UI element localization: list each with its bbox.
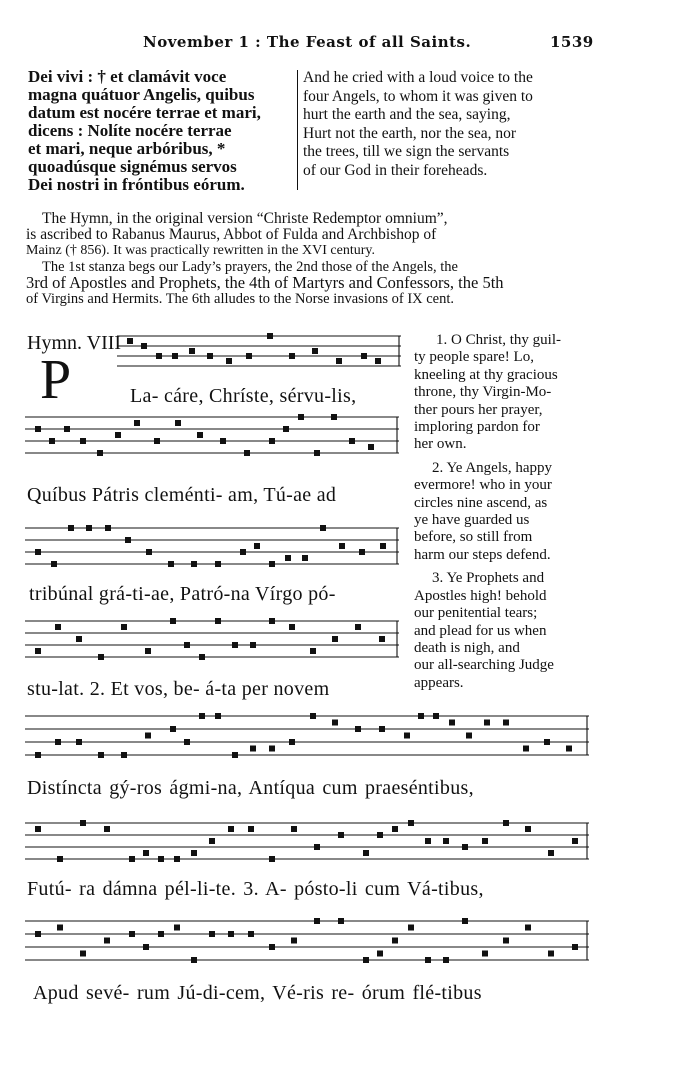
intro-line: is ascribed to Rabanus Maurus, Abbot of Fulda and Archbishop of xyxy=(26,226,437,243)
translation-line: ty people spare! Lo, xyxy=(414,349,534,366)
column-divider xyxy=(297,70,298,190)
latin-line: quoadúsque signémus servos xyxy=(28,157,237,176)
english-line: And he cried with a loud voice to the xyxy=(303,69,533,86)
chant-staff xyxy=(117,330,407,370)
hymn-lyric-line: stu-lat. 2. Et vos, be- á-ta per novem xyxy=(27,678,330,700)
translation-line: evermore! who in your xyxy=(414,477,552,494)
drop-initial: P xyxy=(40,349,72,411)
latin-line: magna quátuor Angelis, quibus xyxy=(28,85,255,104)
chant-staff xyxy=(25,815,595,870)
translation-line: ye have guarded us xyxy=(414,512,530,529)
chant-staff xyxy=(25,708,595,768)
chant-staff xyxy=(25,522,405,572)
translation-line: Apostles high! behold xyxy=(414,587,547,604)
translation-line: throne, thy Virgin-Mo- xyxy=(414,384,552,401)
hymn-label: Hymn. VIII xyxy=(27,332,122,354)
hymn-lyric-line: La- cáre, Chríste, sérvu-lis, xyxy=(130,385,357,407)
intro-line: 3rd of Apostles and Prophets, the 4th of Martyrs and Confessors, the 5th xyxy=(26,273,504,292)
intro-line: The 1st stanza begs our Lady’s prayers, the 2nd those of the Angels, the xyxy=(42,259,458,275)
translation-line: our penitential tears; xyxy=(414,605,538,622)
chant-staff xyxy=(25,613,405,673)
latin-line: Dei vivi : † et clamávit voce xyxy=(28,67,227,86)
hymn-translation xyxy=(414,332,590,692)
hymn-lyric-line: Futú- ra dámna pél-li-te. 3. A- pósto-li cum Vá-tibus, xyxy=(27,878,484,900)
latin-line: datum est nocére terrae et mari, xyxy=(28,103,261,122)
translation-line: circles nine ascend, as xyxy=(414,494,548,511)
english-line: Hurt not the earth, nor the sea, nor xyxy=(303,124,517,142)
translation-line: death is nigh, and xyxy=(414,639,520,656)
hymn-lyric-line: tribúnal grá-ti-ae, Patró-na Vírgo pó- xyxy=(29,583,336,605)
running-title: November 1 : The Feast of all Saints. xyxy=(143,33,472,51)
intro-line: The Hymn, in the original version “Christe Redemptor omnium”, xyxy=(42,210,448,227)
translation-line: 1. O Christ, thy guil- xyxy=(436,332,562,348)
page-number: 1539 xyxy=(550,33,594,51)
translation-line: 2. Ye Angels, happy xyxy=(432,459,553,476)
translation-line: her own. xyxy=(414,436,467,453)
hymn-lyric-line: Distíncta gý-ros ágmi-na, Antíqua cum praeséntibus, xyxy=(27,777,474,799)
translation-line: before, so still from xyxy=(414,529,533,546)
hymn-lyric-line: Quíbus Pátris cleménti- am, Tú-ae ad xyxy=(27,484,337,506)
translation-line: appears. xyxy=(414,674,464,691)
hymn-intro xyxy=(26,211,596,307)
translation-line: 3. Ye Prophets and xyxy=(432,570,545,587)
latin-text xyxy=(28,68,294,194)
intro-line: of Virgins and Hermits. The 6th alludes to the Norse invasions of IX cent. xyxy=(26,291,455,307)
english-line: four Angels, to whom it was given to xyxy=(303,87,533,105)
latin-line: Dei nostri in fróntibus eórum. xyxy=(28,175,245,194)
english-line: hurt the earth and the sea, saying, xyxy=(303,106,511,123)
chant-staff xyxy=(25,409,405,469)
translation-line: kneeling at thy gracious xyxy=(414,366,558,383)
translation-line: harm our steps defend. xyxy=(414,546,551,563)
latin-line: et mari, neque arbóribus, * xyxy=(28,139,226,158)
english-line: of our God in their foreheads. xyxy=(303,161,488,179)
english-line: the trees, till we sign the servants xyxy=(303,143,510,160)
chant-staff xyxy=(25,913,595,973)
intro-line: Mainz († 856). It was practically rewritten in the XVI century. xyxy=(26,243,375,258)
latin-line: dicens : Nolíte nocére terrae xyxy=(28,121,232,140)
english-text xyxy=(303,69,593,180)
translation-line: our all-searching Judge xyxy=(414,657,554,674)
translation-line: and plead for us when xyxy=(414,622,547,639)
translation-line: ther pours her prayer, xyxy=(414,401,543,418)
translation-line: imploring pardon for xyxy=(414,419,540,436)
hymn-lyric-line: Apud sevé- rum Jú-di-cem, Vé-ris re- órum flé-tibus xyxy=(33,982,482,1004)
